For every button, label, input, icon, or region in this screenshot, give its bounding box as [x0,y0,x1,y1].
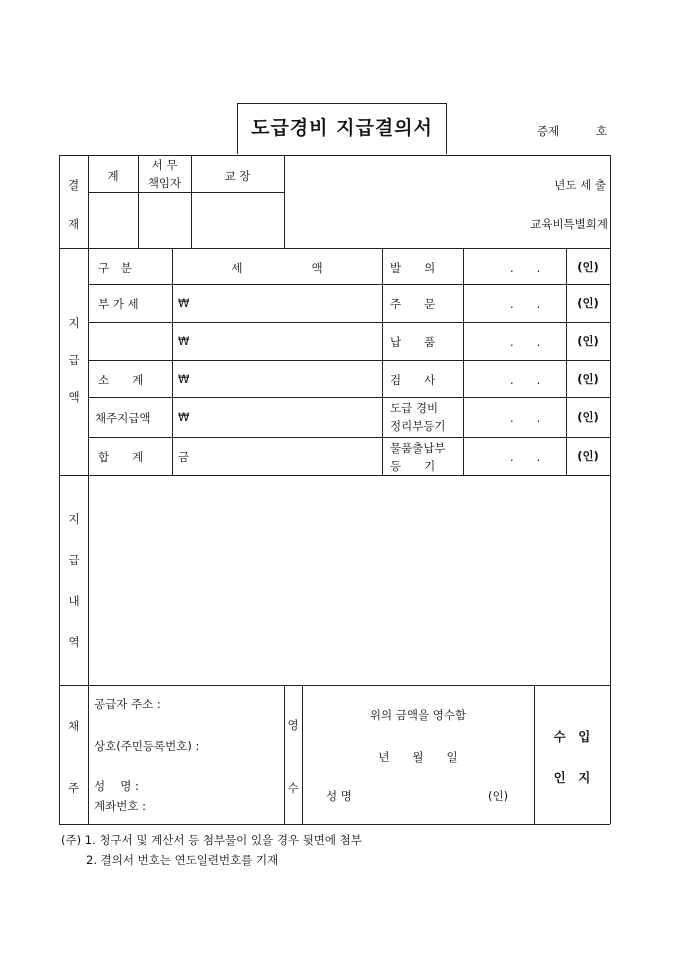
creditor-side-bottom: 주 [67,781,80,795]
row-label-subtotal: 소 계 [98,373,144,387]
head-category: 구 분 [98,261,132,275]
details-side-3: 내 [68,594,80,608]
creditor-divider [534,685,535,824]
approval-col-principal: 교 장 [224,169,251,183]
revenue-stamp-label-2: 인 지 [553,770,591,785]
date-dots: . . [510,411,541,425]
date-dots: . . [510,297,541,311]
payment-side-2: 급 [68,353,80,367]
receipt-side-bottom: 수 [287,781,299,795]
payment-row-line [88,284,610,285]
footnote-1: (주) 1. 청구서 및 계산서 등 첨부물이 있을 경우 뒷면에 첨부 [61,833,362,847]
payment-side-1: 지 [68,316,80,330]
approval-col-seomu-2: 책임자 [147,176,182,190]
step-ledger-2: 정리부등기 [390,419,446,433]
payment-section-bottom [59,475,610,476]
approval-col-seomu-1: 서 무 [151,158,178,172]
payment-side-3: 액 [68,390,80,404]
step-goods-2: 등 기 [390,459,436,473]
side-column-divider [88,155,89,824]
receipt-statement: 위의 금액을 영수함 [369,708,467,722]
date-dots: . . [510,450,541,464]
revenue-stamp-label-1: 수 입 [553,729,591,744]
seal-mark: (인) [577,260,599,274]
approval-divider [284,155,285,248]
receipt-sign-seal: (인) [488,789,509,803]
payment-divider [172,248,173,475]
frame-right [610,155,611,824]
receipt-side-top: 영 [287,718,299,732]
step-order: 주 문 [390,297,436,311]
row-unit: ₩ [178,296,190,310]
approval-col-gye: 계 [107,169,119,183]
seal-mark: (인) [577,296,599,310]
payment-divider [463,248,464,475]
receipt-date: 년 월 일 [378,750,458,764]
page-title: 도급경비 지급결의서 [251,117,433,139]
head-amount: 세 액 [231,261,323,275]
seal-mark: (인) [577,372,599,386]
supplier-business-name: 상호(주민등록번호) : [94,739,200,753]
approval-section-bottom [59,248,610,249]
row-label-vat: 부 가 세 [98,297,139,311]
row-unit: ₩ [178,410,190,424]
payment-divider [382,248,383,475]
approval-header-line [88,192,284,193]
year-expense-label: 년도 세 출 [554,178,606,192]
date-dots: . . [510,261,541,275]
supplier-address: 공급자 주소 : [94,697,161,711]
supplier-account-no: 계좌번호 : [94,799,146,813]
step-goods-1: 물품출납부 [390,441,446,455]
approval-side-top: 결 [67,178,80,192]
details-side-1: 지 [68,512,80,526]
row-unit: ₩ [178,372,190,386]
date-dots: . . [510,335,541,349]
payment-row-line [88,397,610,398]
seal-mark: (인) [577,449,599,463]
step-ledger-1: 도급 경비 [390,401,439,415]
account-label: 교육비특별회계 [530,217,608,231]
frame-top [59,155,610,156]
footnote-2: 2. 결의서 번호는 연도일련번호를 기재 [86,853,279,867]
creditor-divider [284,685,285,824]
payment-row-line [88,322,610,323]
row-unit-geum: 금 [178,450,190,464]
details-side-2: 급 [68,553,80,567]
step-proposal: 발 의 [390,261,436,275]
frame-bottom [59,824,610,825]
payment-row-line [88,437,610,438]
step-delivery: 납 품 [390,335,436,349]
approval-side-bottom: 재 [67,217,80,231]
seal-mark: (인) [577,334,599,348]
row-label-total: 합 계 [98,450,144,464]
details-side-4: 역 [68,635,80,649]
row-unit: ₩ [178,334,190,348]
payment-row-line [88,360,610,361]
voucher-number-suffix: 호 [596,124,608,138]
creditor-side-top: 채 [67,719,80,733]
seal-mark: (인) [577,410,599,424]
step-inspection: 검 사 [390,373,436,387]
payment-divider [566,248,567,475]
details-section-bottom [59,685,610,686]
voucher-number-label: 증제 [537,124,560,138]
date-dots: . . [510,373,541,387]
receipt-sign-name: 성 명 [326,789,352,803]
row-label-creditor-payment: 채주지급액 [95,411,151,425]
supplier-name: 성 명 : [94,779,139,793]
